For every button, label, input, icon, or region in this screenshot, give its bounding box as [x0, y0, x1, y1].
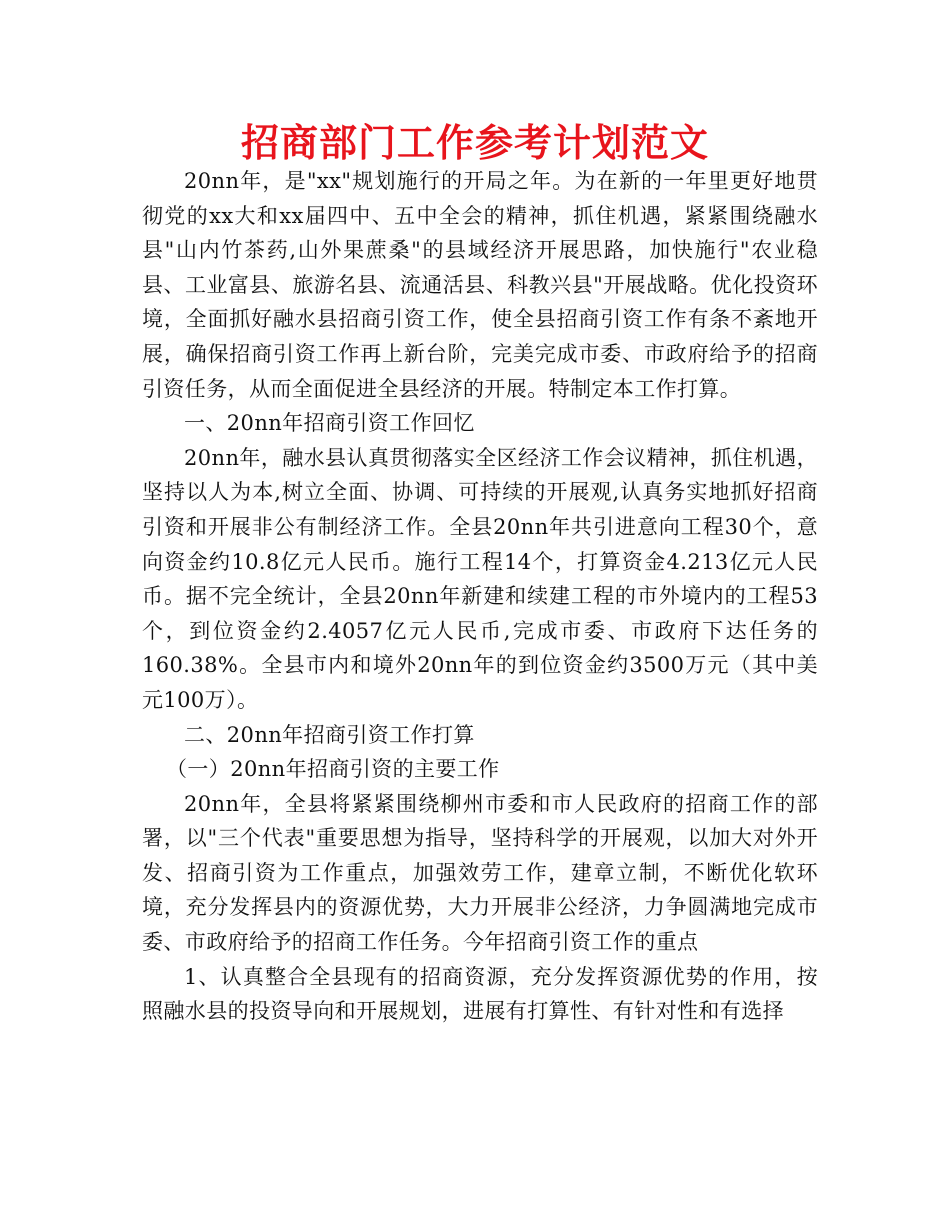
paragraph-review: 20nn年，融水县认真贯彻落实全区经济工作会议精神，抓住机遇，坚持以人为本,树立全面、协调、可持续的开展观,认真务实地抓好招商引资和开展非公有制经济工作。全县20nn年共引进意向工程30个，意向资金约10.8亿元人民币。施行工程14个，打算资金4.213亿元人民币。据不完全统计，全县20nn年新建和续建工程的市外境内的工程53个，到位资金约2.4057亿元人民币,完成市委、市政府下达任务的160.38%。全县市内和境外20nn年的到位资金约3500万元（其中美元100万）。 — [142, 445, 818, 712]
paragraph-intro: 20nn年，是"xx"规划施行的开局之年。为在新的一年里更好地贯彻党的xx大和xx届四中、五中全会的精神，抓住机遇，紧紧围绕融水县"山内竹茶药,山外果蔗桑"的县域经济开展思路，加快施行"农业稳县、工业富县、旅游名县、流通活县、科教兴县"开展战略。优化投资环境，全面抓好融水县招商引资工作，使全县招商引资工作有条不紊地开展，确保招商引资工作再上新台阶，完美完成市委、市政府给予的招商引资任务，从而全面促进全县经济的开展。特制定本工作打算。 — [142, 169, 818, 401]
subsection-heading-main-work: （一）20nn年招商引资的主要工作 — [166, 757, 500, 782]
section-heading-review: 一、20nn年招商引资工作回忆 — [184, 411, 475, 436]
document-title: 招商部门工作参考计划范文 — [240, 121, 709, 165]
paragraph-plan: 20nn年，全县将紧紧围绕柳州市委和市人民政府的招商工作的部署，以"三个代表"重要思想为指导，坚持科学的开展观，以加大对外开发、招商引资为工作重点，加强效劳工作，建章立制，不断优化软环境，充分发挥县内的资源优势，大力开展非公经济，力争圆满地完成市委、市政府给予的招商工作任务。今年招商引资工作的重点 — [142, 791, 818, 955]
document-body — [142, 164, 818, 1029]
paragraph-item-1: 1、认真整合全县现有的招商资源，充分发挥资源优势的作用，按照融水县的投资导向和开展规划，进展有打算性、有针对性和有选择 — [142, 964, 818, 1024]
section-heading-plan: 二、20nn年招商引资工作打算 — [184, 722, 475, 747]
